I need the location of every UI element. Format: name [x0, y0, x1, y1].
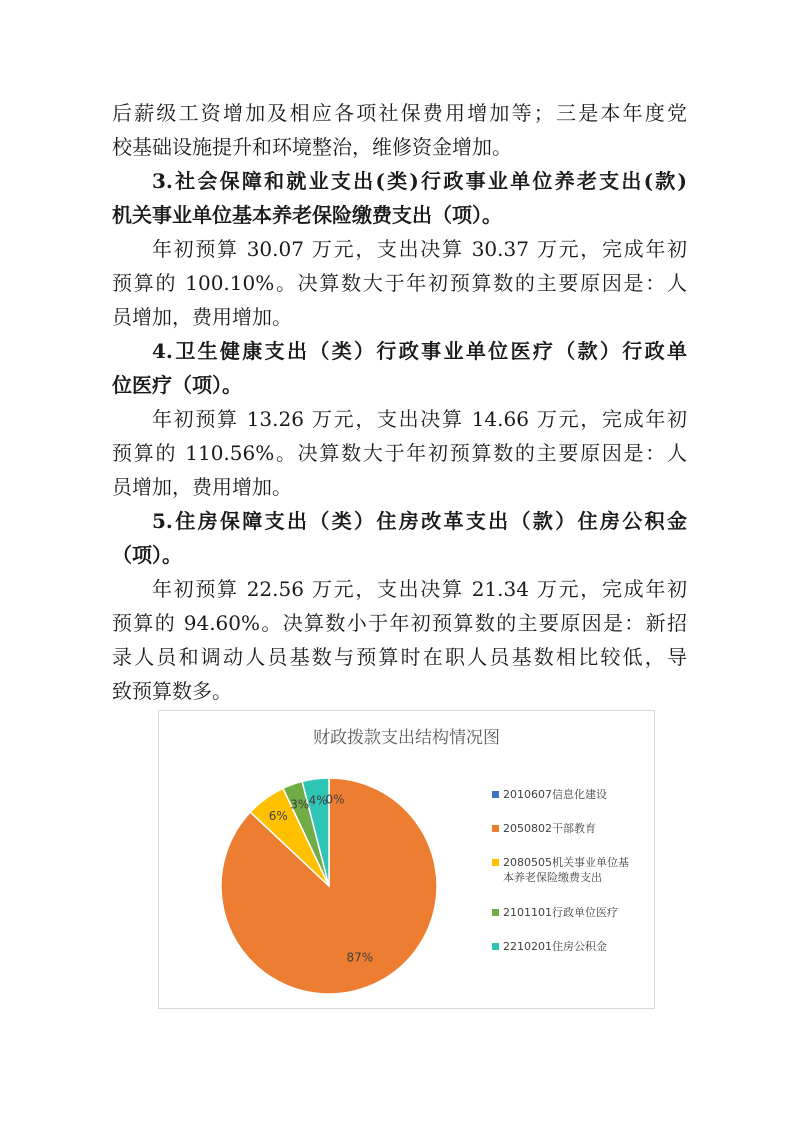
paragraph-line: 年初预算 13.26 万元，支出决算 14.66 万元，完成年初	[152, 407, 687, 431]
pie-chart	[158, 710, 655, 1009]
paragraph-line: 年初预算 30.07 万元，支出决算 30.37 万元，完成年初	[152, 237, 687, 261]
section-heading: 5.住房保障支出（类）住房改革支出（款）住房公积金	[152, 509, 687, 533]
paragraph-line: 致预算数多。	[112, 679, 232, 703]
body-text	[112, 96, 687, 708]
section-heading: 4.卫生健康支出（类）行政事业单位医疗（款）行政单	[152, 339, 687, 363]
paragraph-line: 录人员和调动人员基数与预算时在职人员基数相比较低，导	[112, 645, 687, 669]
legend-swatch	[492, 791, 499, 798]
paragraph-line: 年初预算 22.56 万元，支出决算 21.34 万元，完成年初	[152, 577, 687, 601]
legend-swatch	[492, 825, 499, 832]
paragraph-line: 校基础设施提升和环境整治，维修资金增加。	[112, 135, 512, 159]
pie-data-label: 4%	[308, 793, 328, 808]
legend-item	[492, 821, 596, 836]
legend-swatch	[492, 859, 499, 866]
paragraph-line: 预算的 110.56%。决算数大于年初预算数的主要原因是：人	[112, 441, 687, 465]
legend-label: 2210201住房公积金	[503, 940, 607, 953]
paragraph-line: 员增加，费用增加。	[112, 475, 292, 499]
pie-data-label: 3%	[290, 797, 310, 812]
pie-data-label: 0%	[325, 792, 345, 807]
legend-swatch	[492, 943, 499, 950]
paragraph-line: 后薪级工资增加及相应各项社保费用增加等；三是本年度党	[112, 101, 687, 125]
pie-data-label: 6%	[268, 809, 288, 824]
paragraph-line: 预算的 94.60%。决算数小于年初预算数的主要原因是：新招	[112, 611, 687, 635]
legend-item	[492, 905, 618, 920]
legend-label: 2101101行政单位医疗	[503, 906, 618, 919]
section-heading: 位医疗（项）。	[112, 373, 242, 397]
section-heading: 3.社会保障和就业支出(类)行政事业单位养老支出(款)	[152, 169, 687, 193]
legend-item	[492, 787, 607, 802]
paragraph-line: 预算的 100.10%。决算数大于年初预算数的主要原因是：人	[112, 271, 687, 295]
legend-item	[492, 855, 629, 885]
paragraph-line: 员增加，费用增加。	[112, 305, 292, 329]
legend-swatch	[492, 909, 499, 916]
pie-data-label: 87%	[346, 950, 374, 965]
legend-label: 2080505机关事业单位基 本养老保险缴费支出	[503, 856, 629, 884]
section-heading: （项）。	[112, 543, 182, 567]
section-heading: 机关事业单位基本养老保险缴费支出（项）。	[112, 203, 502, 227]
legend-label: 2050802干部教育	[503, 822, 596, 835]
legend-label: 2010607信息化建设	[503, 788, 607, 801]
chart-title: 财政拨款支出结构情况图	[313, 728, 500, 748]
legend-item	[492, 939, 607, 954]
